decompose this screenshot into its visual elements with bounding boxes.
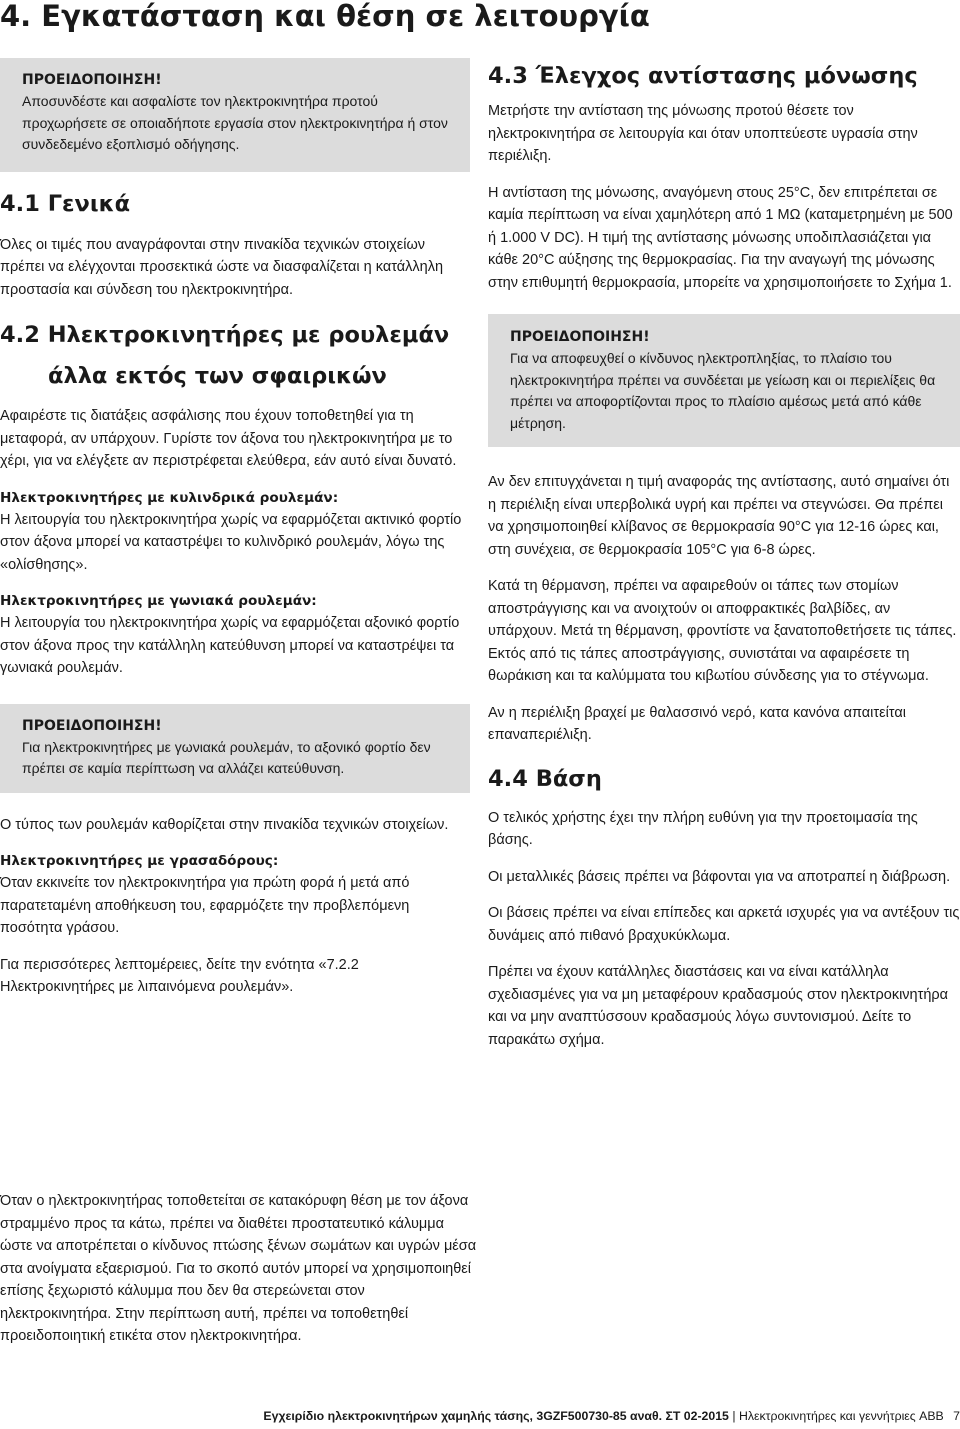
- section-text: Αφαιρέστε τις διατάξεις ασφάλισης που έχουν τοποθετηθεί για τη μεταφορά, αν υπάρχουν. Γυρίστε τον άξονα του ηλεκτροκινητήρα με το χέρι, για να ελέγξετε αν περιστρέφεται ελεύθερα, εάν αυτό είναι δυνατό.: [0, 408, 457, 469]
- section-text: Οι μεταλλικές βάσεις πρέπει να βάφονται για να αποτραπεί η διάβρωση.: [488, 868, 951, 885]
- page-footer: [180, 1407, 960, 1425]
- section-4-3: [488, 58, 960, 747]
- subheading-grease: Ηλεκτροκινητήρες με γρασαδόρους:: [0, 853, 279, 869]
- section-heading: 4.3 Έλεγχος αντίστασης μόνωσης: [488, 63, 918, 89]
- section-heading: 4.2 Ηλεκτροκινητήρες με ρουλεμάν: [0, 322, 450, 348]
- vertical-mount-text: Όταν ο ηλεκτροκινητήρας τοποθετείται σε κατακόρυφη θέση με τον άξονα στραμμένο προς τα κάτω, πρέπει να διαθέτει προστατευτικό κάλυμμα ώστε να αποτρέπεται ο κίνδυνος πτώσης ξένων σωμάτων και υγρών μέσα στα ανοίγματα εξαερισμού. Για το σκοπό αυτόν μπορεί να χρησιμοποιηθεί επίσης ξεχωριστό κάλυμμα που δεν θα στερεώνεται στον ηλεκτροκινητήρα. Στην περίπτωση αυτή, πρέπει να τοποθετηθεί προειδοποιητική ετικέτα στον ηλεκτροκινητήρα.: [0, 1193, 477, 1344]
- subheading-cylindrical: Ηλεκτροκινητήρες με κυλινδρικά ρουλεμάν:: [0, 489, 339, 506]
- warning-box-disconnect: [0, 58, 470, 172]
- section-heading: 4.1 Γενικά: [0, 190, 131, 217]
- warning-text: Αποσυνδέστε και ασφαλίστε τον ηλεκτροκινητήρα προτού προχωρήσετε σε οποιαδήποτε εργασία στον ηλεκτροκινητήρα ή στον συνδεδεμένο εξοπλισμό οδήγησης.: [22, 93, 448, 152]
- section-text: Όλες οι τιμές που αναγράφονται στην πινακίδα τεχνικών στοιχείων πρέπει να ελέγχονται προσεκτικά ώστε να διασφαλίζεται η κατάλληλη προστασία και σύνδεση του ηλεκτροκινητήρα.: [0, 236, 444, 298]
- section-text: Πρέπει να έχουν κατάλληλες διαστάσεις και να είναι κατάλληλα σχεδιασμένες για να μη μεταφέρουν κραδασμούς στον ηλεκτροκινητήρα και να μην αναπτύσσουν κραδασμούς λόγω συντονισμού. Δείτε το παρακάτω σχήμα.: [488, 964, 949, 1048]
- footer-brand: Ηλεκτροκινητήρες και γεννήτριες ABB: [738, 1409, 944, 1423]
- section-4-4: [488, 761, 960, 1052]
- section-text: Αν δεν επιτυγχάνεται η τιμή αναφοράς της αντίστασης, αυτό σημαίνει ότι η περιέλιξη είναι υπερβολικά υγρή και πρέπει να στεγνώσει. Θα πρέπει να χρησιμοποιηθεί κλίβανος σε θερμοκρασία 90°C για 12-16 ώρες και, στη συνέχεια, σε θερμοκρασία 105°C για 6-8 ώρες.: [488, 474, 950, 558]
- warning-text: Για να αποφευχθεί ο κίνδυνος ηλεκτροπληξίας, το πλαίσιο του ηλεκτροκινητήρα πρέπει να συνδέεται με γείωση και οι περιελίξεις θα πρέπει να αποφορτίζονται προς το πλαίσιο αμέσως μετά από κάθε μέτρηση.: [510, 350, 936, 431]
- page-number: 7: [953, 1409, 960, 1423]
- grease-text: Όταν εκκινείτε τον ηλεκτροκινητήρα για πρώτη φορά ή μετά από παρατεταμένη αποθήκευση του, εφαρμόζετε την προβλεπόμενη ποσότητα γράσου.: [0, 875, 410, 936]
- section-text: Κατά τη θέρμανση, πρέπει να αφαιρεθούν οι τάπες των στομίων αποστράγγισης και να ανοιχτούν οι αποφρακτικές βαλβίδες, αν υπάρχουν. Μετά τη θέρμανση, φροντίστε να ξανατοποθετήσετε τις τάπες. Εκτός από τις τάπες αποστράγγισης, συνιστάται να αφαιρέσετε τη θωράκιση και τα καλύμματα του κιβωτίου σύνδεσης για το στέγνωμα.: [488, 578, 957, 684]
- left-column: [0, 58, 470, 999]
- section-4-1: [0, 172, 470, 302]
- warning-box-shock: [488, 314, 960, 447]
- bearing-type-text: Ο τύπος των ρουλεμάν καθορίζεται στην πινακίδα τεχνικών στοιχείων.: [0, 816, 449, 833]
- subheading-angular: Ηλεκτροκινητήρες με γωνιακά ρουλεμάν:: [0, 593, 317, 609]
- footer-separator: |: [732, 1409, 736, 1423]
- section-text: Η αντίσταση της μόνωσης, αναγόμενη στους 25°C, δεν επιτρέπεται σε καμία περίπτωση να είναι χαμηλότερη από 1 MΩ (καταμετρημένη με 500 ή 1.000 V DC). Η τιμή της αντίστασης μόνωσης υποδιπλασιάζεται για κάθε 20°C αύξησης της θερμοκρασίας. Για την αναγωγή της μόνωσης στην επιθυμητή θερμοκρασία, μπορείτε να χρησιμοποιήσετε το Σχήμα 1.: [488, 184, 953, 291]
- details-text: Για περισσότερες λεπτομέρειες, δείτε την ενότητα «7.2.2 Ηλεκτροκινητήρες με λιπαινόμενα ρουλεμάν».: [0, 956, 359, 995]
- warning-title: ΠΡΟΕΙΔΟΠΟΙΗΣΗ!: [510, 329, 650, 345]
- section-text: Αν η περιέλιξη βραχεί με θαλασσινό νερό, κατα κανόνα απαιτείται επαναπεριέλιξη.: [488, 704, 906, 743]
- section-text: Οι βάσεις πρέπει να είναι επίπεδες και αρκετά ισχυρές για να αντέξουν τις δυνάμεις από πιθανό βραχυκύκλωμα.: [488, 905, 960, 944]
- right-column: [488, 58, 960, 1051]
- page-title: 4. Εγκατάσταση και θέση σε λειτουργία: [0, 0, 650, 33]
- section-text: Ο τελικός χρήστης έχει την πλήρη ευθύνη για την προετοιμασία της βάσης.: [488, 809, 918, 848]
- angular-text: Η λειτουργία του ηλεκτροκινητήρα χωρίς να εφαρμόζεται αξονικό φορτίο στον άξονα προς την κατάλληλη κατεύθυνση μπορεί να καταστρέψει τα γωνιακά ρουλεμάν.: [0, 615, 460, 676]
- section-heading: 4.4 Βάση: [488, 765, 602, 792]
- section-4-2: [0, 301, 470, 999]
- vertical-mount-section: [0, 1190, 478, 1348]
- cylindrical-text: Η λειτουργία του ηλεκτροκινητήρα χωρίς να εφαρμόζεται ακτινικό φορτίο στον άξονα μπορεί να καταστρέψει το κυλινδρικό ρουλεμάν, λόγω της «ολίσθησης».: [0, 511, 462, 573]
- warning-title: ΠΡΟΕΙΔΟΠΟΙΗΣΗ!: [22, 717, 162, 734]
- section-text: Μετρήστε την αντίσταση της μόνωσης προτού θέσετε τον ηλεκτροκινητήρα σε λειτουργία και όταν υποπτεύεστε υγρασία στην περιέλιξη.: [488, 103, 918, 164]
- warning-box-axial: [0, 704, 470, 793]
- warning-title: ΠΡΟΕΙΔΟΠΟΙΗΣΗ!: [22, 72, 162, 88]
- warning-text: Για ηλεκτροκινητήρες με γωνιακά ρουλεμάν, το αξονικό φορτίο δεν πρέπει σε καμία περίπτωση να αλλάζει κατεύθυνση.: [22, 738, 431, 776]
- section-heading-continued: άλλα εκτός των σφαιρικών: [48, 363, 387, 389]
- footer-document-title: Εγχειρίδιο ηλεκτροκινητήρων χαμηλής τάσης, 3GZF500730-85 αναθ. ΣΤ 02-2015: [263, 1409, 729, 1423]
